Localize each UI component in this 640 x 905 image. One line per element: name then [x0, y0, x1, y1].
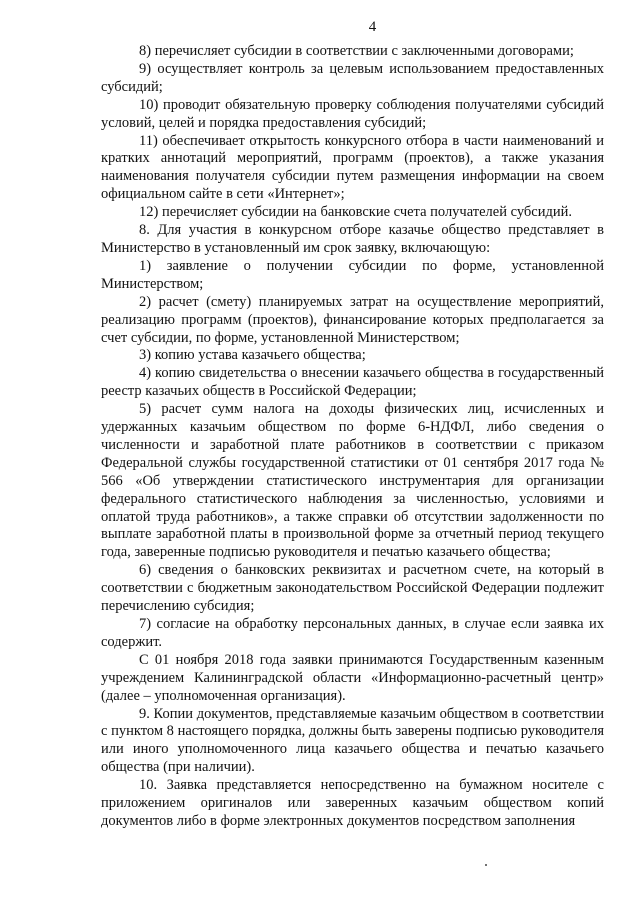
- paragraph-section-10: 10. Заявка представляется непосредственно на бумажном носителе с приложением оригиналов или заверенных казачьим обществом копий документов либо в форме электронных документов посредством заполнения: [101, 777, 604, 829]
- paragraph-subitem-7: 7) согласие на обработку персональных данных, в случае если заявка их содержит.: [101, 616, 604, 650]
- paragraph-subitem-2: 2) расчет (смету) планируемых затрат на осуществление мероприятий, реализацию программ (проектов), финансирование которых предполагается за счет субсидии, по форме, установленной Министерством;: [101, 293, 604, 346]
- page-number: 4: [368, 19, 377, 35]
- paragraph-subitem-5: 5) расчет сумм налога на доходы физических лиц, исчисленных и удержанных казачьим обществом по форме 6-НДФЛ, либо сведения о численности и заработной плате работников в соответствии с приказом Федеральной службы государственной статистики от 01 сентября 2017 года № 566 «Об утверждении статистического инструментария для организации федерального статистического наблюдения за численностью, условиями и оплатой труда работников», а также справки об отсутствии задолженности по выплате заработной платы в произвольной форме за отчетный период текущего года, заверенные подписью руководителя и печатью казачьего общества;: [101, 401, 604, 561]
- paragraph-item-10-verification: 10) проводит обязательную проверку соблюдения получателями субсидий условий, целей и порядка предоставления субсидий;: [101, 96, 604, 131]
- paragraph-subitem-4: 4) копию свидетельства о внесении казачьего общества в государственный реестр казачьих обществ в Российской Федерации;: [101, 365, 604, 400]
- paragraph-item-8-transfer: 8) перечисляет субсидии в соответствии с заключенными договорами;: [139, 43, 574, 59]
- paragraph-subitem-6: 6) сведения о банковских реквизитах и расчетном счете, на который в соответствии с бюджетным законодательством Российской Федерации подлежит перечислению субсидия;: [101, 562, 604, 615]
- paragraph-item-12-bank-transfer: 12) перечисляет субсидии на банковские счета получателей субсидий.: [139, 204, 573, 221]
- paragraph-subitem-1: 1) заявление о получении субсидии по форме, установленной Министерством;: [101, 257, 604, 292]
- paragraph-section-8: 8. Для участия в конкурсном отборе казачье общество представляет в Министерство в установленный им срок заявку, включающую:: [101, 222, 604, 256]
- paragraph-section-9: 9. Копии документов, представляемые казачьим обществом в соответствии с пунктом 8 настоящего порядка, должны быть заверены подписью руководителя или иного уполномоченного лица казачьего общества и печатью казачьего общества (при наличии).: [101, 705, 604, 776]
- paragraph-item-9-control: 9) осуществляет контроль за целевым использованием предоставленных субсидий;: [101, 60, 604, 95]
- paragraph-applications-date: С 01 ноября 2018 года заявки принимаются Государственным казенным учреждением Калининградской области «Информационно-расчетный центр» (далее – уполномоченная организация).: [101, 651, 604, 704]
- paragraph-item-11-openness: 11) обеспечивает открытость конкурсного отбора в части наименований и кратких аннотаций мероприятий, программ (проектов), а также указания наименования получателя субсидии путем размещения информации на своем официальном сайте в сети «Интернет»;: [101, 132, 604, 203]
- document-body: [101, 43, 604, 831]
- paragraph-subitem-3: 3) копию устава казачьего общества;: [139, 347, 366, 364]
- scan-speck: [485, 864, 487, 866]
